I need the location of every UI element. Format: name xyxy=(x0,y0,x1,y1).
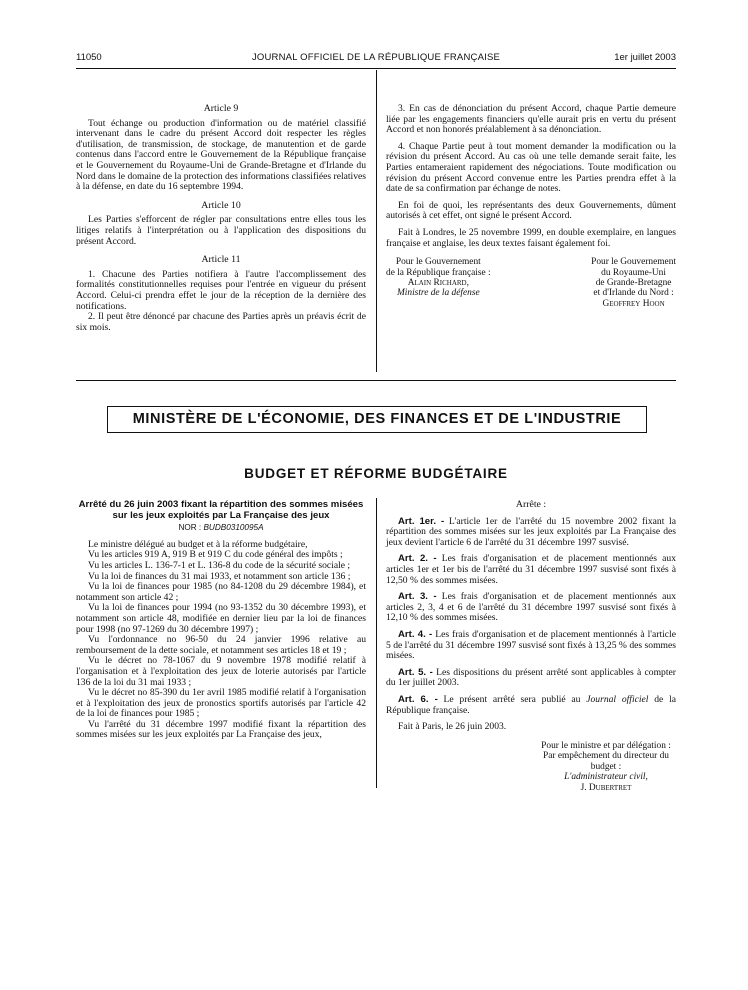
nor-reference: NOR : BUDB0310095A xyxy=(178,523,264,533)
visa: Vu le décret no 85-390 du 1er avril 1985 modifié relatif à l'organisation et à l'exploitation des jeux de pronostics sportifs autorisés par l'article 42 de la loi de finances pour 1985 ; xyxy=(76,687,366,720)
header-rule xyxy=(76,68,676,69)
issue-date: 1er juillet 2003 xyxy=(614,52,676,63)
signature-france: Pour le Gouvernement de la République française : Alain Richard, Ministre de la défense xyxy=(386,257,491,299)
visa: Vu l'arrêté du 31 décembre 1997 modifié fixant la répartition des sommes misées sur les jeux exploités par La Française des jeux, xyxy=(76,718,366,741)
journal-title: JOURNAL OFFICIEL DE LA RÉPUBLIQUE FRANÇAISE xyxy=(251,52,501,63)
visa-intro: Le ministre délégué au budget et à la réforme budgétaire, xyxy=(88,538,308,550)
visa: Vu la loi de finances du 31 mai 1933, et notamment son article 136 ; xyxy=(88,570,351,582)
signatory-name: Geoffrey Hoon xyxy=(602,298,665,309)
visa: Vu la loi de finances pour 1994 (no 93-1352 du 30 décembre 1993), et notamment son article 48, modifiée en dernier lieu par la loi de finances pour 1998 (no 97-1269 du 30 décembre 1997) ; xyxy=(76,602,366,635)
top-right-column xyxy=(386,104,676,309)
fait-a-paris: Fait à Paris, le 26 juin 2003. xyxy=(398,721,507,733)
nor-code: BUDB0310095A xyxy=(203,523,264,533)
article-11-paragraph-2: 2. Il peut être dénoncé par chacune des Parties après un préavis écrit de six mois. xyxy=(76,311,366,333)
section-title: BUDGET ET RÉFORME BUDGÉTAIRE xyxy=(244,466,508,481)
arrete-signature: Pour le ministre et par délégation : Par empêchement du directeur du budget : L'administrateur civil, J. Dubertret xyxy=(386,741,676,794)
bottom-left-column xyxy=(76,500,366,741)
section-rule xyxy=(76,380,676,381)
article-6: Art. 6. - Le présent arrêté sera publié au Journal officiel de la République française. xyxy=(386,693,676,716)
article-9-text: Tout échange ou production d'information ou de matériel classifié intervenant dans le cadre du présent Accord doit respecter les règles d'utilisation, de transmission, de stockage, de manutention et de garde contenus dans l'accord entre le Gouvernement de la République française et le Gouvernement du Royaume-Uni de Grande-Bretagne et d'Irlande du Nord dans le domaine de la protection des informations classifiées relatives à la défense, en date du 16 septembre 1994. xyxy=(76,117,366,193)
paragraph-en-foi: En foi de quoi, les représentants des deux Gouvernements, dûment autorisés à cet effet, ont signé le présent Accord. xyxy=(386,199,676,222)
visa: Vu l'ordonnance no 96-50 du 24 janvier 1996 relative au remboursement de la dette sociale, et notamment ses articles 18 et 19 ; xyxy=(76,634,366,656)
article-10-title: Article 10 xyxy=(201,199,241,211)
signatory-name: J. Dubertret xyxy=(580,783,632,794)
signatory-name: Alain Richard, xyxy=(407,277,469,288)
visa: Vu les articles 919 A, 919 B et 919 C du code général des impôts ; xyxy=(88,549,343,561)
article-11-paragraph-1: 1. Chacune des Parties notifiera à l'autre l'accomplissement des formalités constitutionnelles requises pour l'entrée en vigueur du présent Accord. Celui-ci prendra effet le jour de la réception de la dernière des notifications. xyxy=(76,268,366,312)
article-10-text: Les Parties s'efforcent de régler par consultations entre elles tous les litiges relatifs à l'interprétation ou à l'application des dispositions du présent Accord. xyxy=(76,214,366,247)
top-left-column xyxy=(76,104,366,333)
bottom-right-column xyxy=(386,500,676,794)
signature-uk: Pour le Gouvernement du Royaume-Uni de Grande-Bretagne et d'Irlande du Nord : Geoffrey Hoon xyxy=(591,257,676,309)
page-number: 11050 xyxy=(76,52,102,63)
arrete-title: Arrêté du 26 juin 2003 fixant la répartition des sommes misées sur les jeux exploités par La Française des jeux xyxy=(78,499,364,521)
column-divider-top xyxy=(376,70,377,372)
arrete-label: Arrête : xyxy=(515,499,547,510)
visa: Vu les articles L. 136-7-1 et L. 136-8 du code de la sécurité sociale ; xyxy=(88,559,351,571)
article-5: Art. 5. - Les dispositions du présent arrêté sont applicables à compter du 1er juillet 2003. xyxy=(386,666,676,689)
article-4: Art. 4. - Les frais d'organisation et de placement mentionnés à l'article 5 de l'arrêté du 31 décembre 1997 susvisé sont fixés à 13,25 % des sommes misées. xyxy=(386,628,676,662)
visa: Vu le décret no 78-1067 du 9 novembre 1978 modifié relatif à l'organisation et à l'exploitation des jeux de loterie autorisés par l'article 136 de la loi du 31 mai 1933 ; xyxy=(76,655,366,688)
signatures xyxy=(386,257,676,309)
column-divider-bottom xyxy=(376,498,377,788)
ministry-heading: MINISTÈRE DE L'ÉCONOMIE, DES FINANCES ET DE L'INDUSTRIE xyxy=(107,406,647,433)
paragraph-fait-londres: Fait à Londres, le 25 novembre 1999, en double exemplaire, en langues française et anglaise, les deux textes faisant également foi. xyxy=(386,226,676,249)
signatory-title: Ministre de la défense xyxy=(396,288,480,299)
visa: Vu la loi de finances pour 1985 (no 84-1208 du 29 décembre 1984), et notamment son article 42 ; xyxy=(76,581,366,603)
paragraph-4: 4. Chaque Partie peut à tout moment demander la modification ou la révision du présent Accord. Au cas où une telle demande serait faite, les Parties entameraient rapidement des négociations. Toute modification ou révision du présent Accord convenue entre les Parties prendra effet à la date de sa confirmation par échange de notes. xyxy=(386,140,676,195)
article-11-title: Article 11 xyxy=(201,254,241,266)
article-9-title: Article 9 xyxy=(203,103,239,114)
article-3: Art. 3. - Les frais d'organisation et de placement mentionnés aux articles 2, 3, 4 et 6 de l'arrêté du 31 décembre 1997 susvisé sont fixés à 12,10 % des sommes misées. xyxy=(386,591,676,624)
page-header xyxy=(76,52,676,66)
paragraph-3: 3. En cas de dénonciation du présent Accord, chaque Partie demeure liée par les engagements financiers qu'elle aurait pris en vertu du présent Accord et non honorés préalablement à sa dénonciation. xyxy=(386,103,676,136)
article-1: Art. 1er. - L'article 1er de l'arrêté du 15 novembre 2002 fixant la répartition des sommes misées sur les jeux exploités par La Française des jeux devient l'article 6 de l'arrêté du 31 décembre 1997 susvisé. xyxy=(386,515,676,548)
article-2: Art. 2. - Les frais d'organisation et de placement mentionnés aux articles 1er et 1er bis de l'arrêté du 31 décembre 1997 susvisé sont fixés à 12,50 % des sommes misées. xyxy=(386,553,676,586)
